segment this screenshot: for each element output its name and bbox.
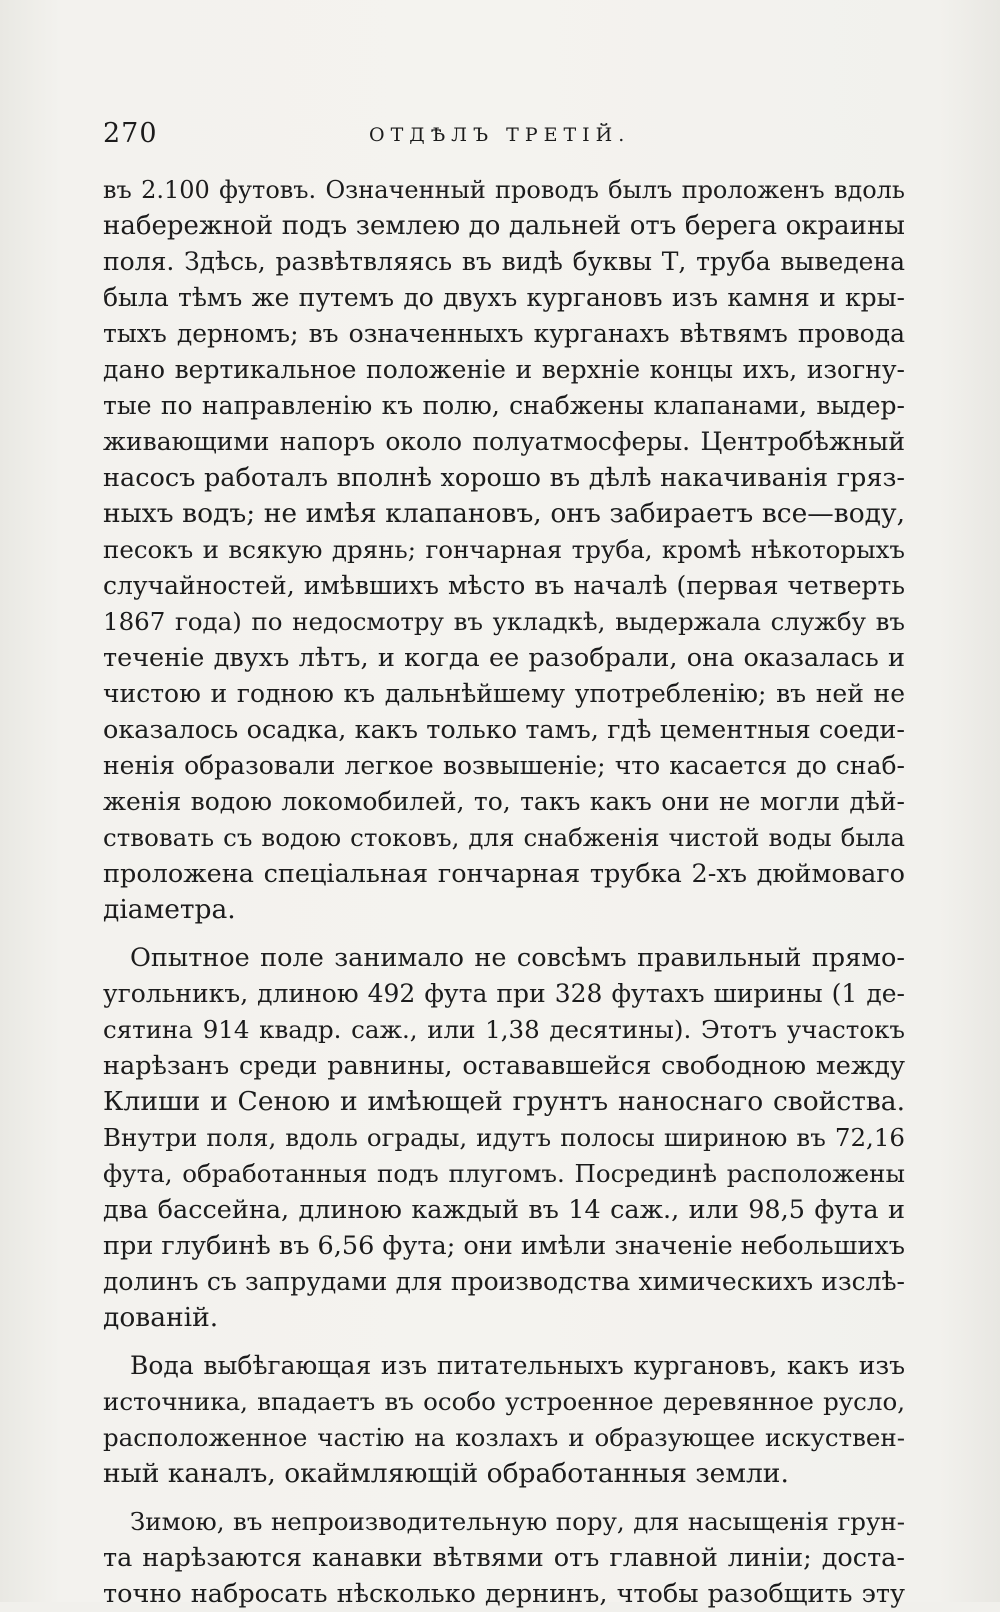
text-line: насосъ работалъ вполнѣ хорошо въ дѣлѣ накачиванія гряз- [103,463,905,493]
paragraph-2 [103,940,905,1336]
text-line: при глубинѣ въ 6,56 фута; они имѣли значеніе небольшихъ [103,1231,905,1261]
text-line: дано вертикальное положеніе и верхніе концы ихъ, изогну- [103,355,905,384]
text-line: Зимою, въ непроизводительную пору, для насыщенія грун- [130,1507,905,1536]
text-line: женія водою локомобилей, то, такъ какъ они не могли дѣй- [103,787,905,816]
text-line: нарѣзанъ среди равнины, остававшейся свободною между [103,1051,905,1081]
running-head: ОТДѢЛЪ ТРЕТІЙ. [369,124,631,146]
text-line: была тѣмъ же путемъ до двухъ кургановъ изъ камня и кры- [103,283,905,312]
paragraph-gap [103,928,905,940]
text-line: та нарѣзаются канавки вѣтвями отъ главной линіи; доста- [103,1543,905,1573]
text-line: проложена спеціальная гончарная трубка 2-хъ дюймоваго [103,859,905,889]
text-line: набережной подъ землею до дальней отъ берега окраины [103,211,905,241]
text-line: долинъ съ запрудами для производства химическихъ изслѣ- [103,1267,905,1296]
text-line: точно набросать нѣсколько дернинъ, чтобы разобщить эту [103,1579,905,1609]
text-line: въ 2.100 футовъ. Означенный проводъ былъ проложенъ вдоль [103,176,905,204]
text-line: поля. Здѣсь, развѣтвляясь въ видѣ буквы Т, труба выведена [103,247,905,276]
text-line: чистою и годною къ дальнѣйшему употребленію; въ ней не [103,679,905,708]
text-line: два бассейна, длиною каждый въ 14 саж., или 98,5 фута и [103,1195,905,1225]
text-line: Опытное поле занимало не совсѣмъ правильный прямо- [130,943,905,973]
text-line: 1867 года) по недосмотру въ укладкѣ, выдержала службу въ [103,607,905,636]
text-line: ствовать съ водою стоковъ, для снабженія чистой воды была [103,823,905,852]
text-line: дованій. [103,1302,219,1333]
text-line: угольникъ, длиною 492 фута при 328 футахъ ширины (1 де- [103,979,905,1008]
text-line: діаметра. [103,894,236,925]
text-line: ный каналъ, окаймляющій обработанныя земли. [103,1458,789,1489]
paragraph-gap [103,1336,905,1348]
text-line: расположенное частію на козлахъ и образующее искуствен- [103,1423,905,1452]
text-line: оказалось осадка, какъ только тамъ, гдѣ цементныя соеди- [103,715,905,745]
paragraph-4 [103,1504,905,1612]
text-line: источника, впадаетъ въ особо устроенное деревянное русло, [103,1387,905,1416]
page-header [103,118,903,158]
text-line: ненія образовали легкое возвышеніе; что касается до снаб- [103,751,905,780]
text-line: Вода выбѣгающая изъ питательныхъ кургановъ, какъ изъ [130,1351,905,1380]
body-text [103,172,905,1612]
text-line: песокъ и всякую дрянь; гончарная труба, кромѣ нѣкоторыхъ [103,535,905,564]
text-line: случайностей, имѣвшихъ мѣсто въ началѣ (первая четверть [103,571,905,600]
text-line: Клиши и Сеною и имѣющей грунтъ наноснаго свойства. [103,1086,905,1117]
text-line: тые по направленію къ полю, снабжены клапанами, выдер- [103,391,905,420]
page-number: 270 [103,118,158,149]
paragraph-gap [103,1492,905,1504]
paragraph-3 [103,1348,905,1492]
text-line: Внутри поля, вдоль ограды, идутъ полосы шириною въ 72,16 [103,1123,905,1152]
text-line: живающими напоръ около полуатмосферы. Центробѣжный [103,427,905,456]
text-line: ныхъ водъ; не имѣя клапановъ, онъ забираетъ все—воду, [103,498,905,529]
paragraph-1 [103,172,905,928]
text-line: тыхъ дерномъ; въ означенныхъ курганахъ вѣтвямъ провода [103,319,905,348]
text-line: теченіе двухъ лѣтъ, и когда ее разобрали, она оказалась и [103,643,905,673]
text-line: фута, обработанныя подъ плугомъ. Посрединѣ расположены [103,1159,905,1188]
text-line: сятина 914 квадр. саж., или 1,38 десятины). Этотъ участокъ [103,1015,905,1044]
